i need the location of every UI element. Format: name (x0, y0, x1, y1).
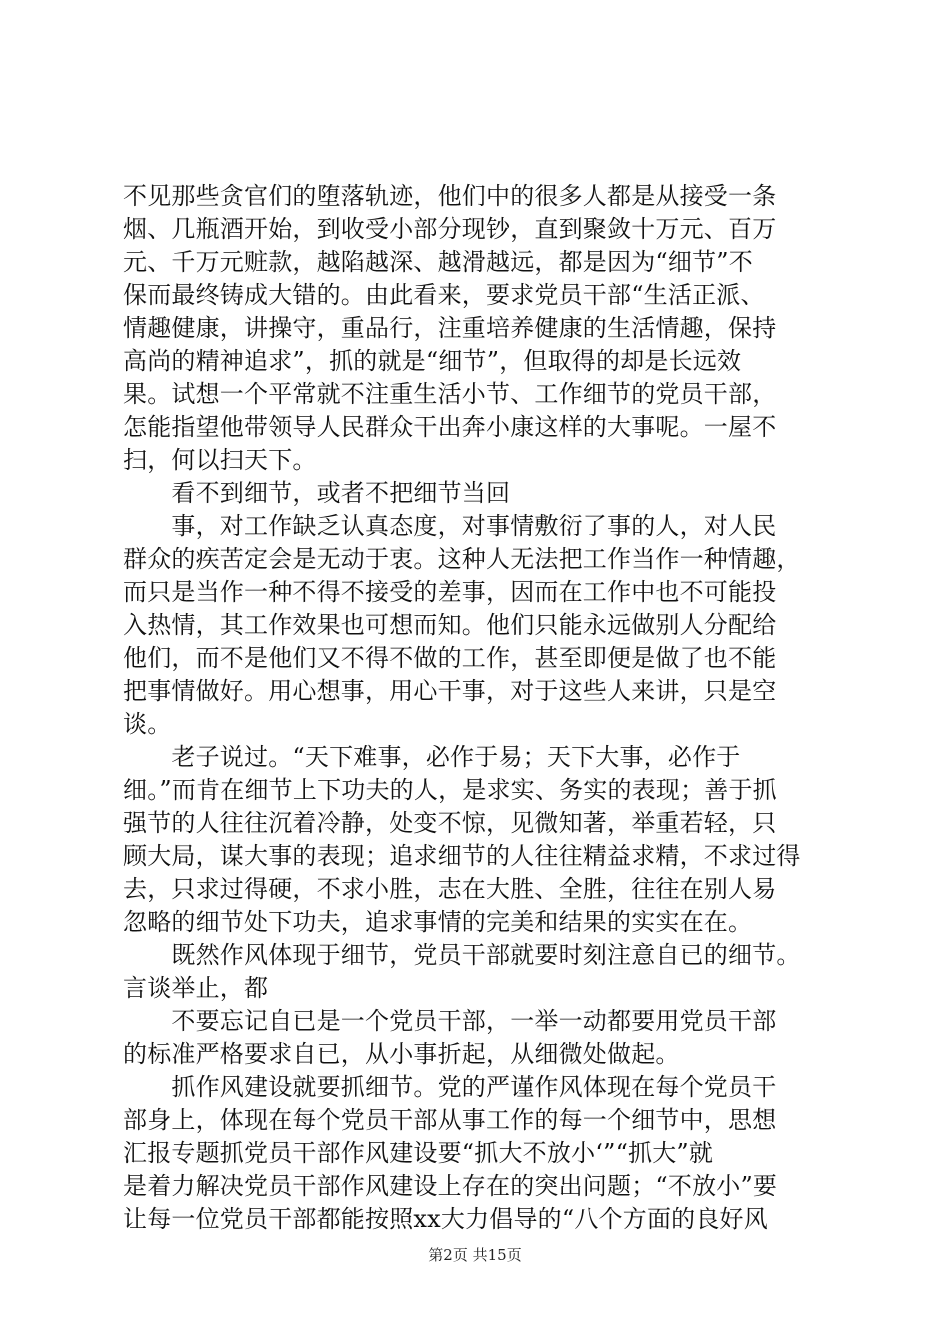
text-line: 而只是当作一种不得不接受的差事，因而在工作中也不可能投 (123, 578, 777, 606)
text-line: 看不到细节，或者不把细节当回 (123, 479, 511, 507)
text-line: 他们，而不是他们又不得不做的工作，甚至即便是做了也不能 (123, 644, 777, 672)
text-line: 细。”而肯在细节上下功夫的人，是求实、务实的表现；善于抓 (123, 776, 777, 804)
text-line: 谈。 (123, 710, 172, 738)
text-line: 不见那些贪官们的堕落轨迹，他们中的很多人都是从接受一条 (123, 182, 777, 210)
text-line: 高尚的精神追求”，抓的就是“细节”，但取得的却是长远效 (123, 347, 742, 375)
text-line: 既然作风体现于细节，党员干部就要时刻注意自已的细节。 (123, 941, 801, 969)
text-line: 汇报专题抓党员干部作风建设要“抓大不放小‘”“抓大”就 (123, 1139, 714, 1167)
text-line: 事，对工作缺乏认真态度，对事情敷衍了事的人，对人民 (123, 512, 777, 540)
page-footer: 第2页 共15页 (428, 1246, 522, 1264)
text-line: 让每一位党员干部都能按照xx大力倡导的“八个方面的良好风 (123, 1205, 768, 1233)
text-line: 强节的人往往沉着冷静，处变不惊，见微知著，举重若轻，只 (123, 809, 777, 837)
text-line: 保而最终铸成大错的。由此看来，要求党员干部“生活正派、 (123, 281, 765, 309)
text-line: 怎能指望他带领导人民群众干出奔小康这样的大事呢。一屋不 (123, 413, 777, 441)
text-line: 元、千万元赃款，越陷越深、越滑越远，都是因为“细节”不 (123, 248, 753, 276)
text-line: 言谈举止，都 (123, 974, 269, 1002)
text-line: 扫，何以扫天下。 (123, 446, 317, 474)
text-line: 烟、几瓶酒开始，到收受小部分现钞，直到聚敛十万元、百万 (123, 215, 777, 243)
text-line: 果。试想一个平常就不注重生活小节、工作细节的党员干部， (123, 380, 777, 408)
text-line: 入热情，其工作效果也可想而知。他们只能永远做别人分配给 (123, 611, 777, 639)
text-line: 的标准严格要求自已，从小事折起，从细微处做起。 (123, 1040, 680, 1068)
text-line: 抓作风建设就要抓细节。党的严谨作风体现在每个党员干 (123, 1073, 777, 1101)
text-line: 去，只求过得硬，不求小胜，志在大胜、全胜，往往在别人易 (123, 875, 777, 903)
text-line: 老子说过。“天下难事，必作于易；天下大事，必作于 (123, 743, 741, 771)
text-line: 把事情做好。用心想事，用心干事，对于这些人来讲，只是空 (123, 677, 777, 705)
text-line: 是着力解决党员干部作风建设上存在的突出问题；“不放小”要 (123, 1172, 778, 1200)
text-line: 顾大局，谋大事的表现；追求细节的人往往精益求精，不求过得 (123, 842, 801, 870)
text-line: 不要忘记自已是一个党员干部，一举一动都要用党员干部 (123, 1007, 777, 1035)
text-line: 情趣健康，讲操守，重品行，注重培养健康的生活情趣，保持 (123, 314, 777, 342)
text-line: 部身上，体现在每个党员干部从事工作的每一个细节中，思想 (123, 1106, 777, 1134)
text-line: 忽略的细节处下功夫，追求事情的完美和结果的实实在在。 (123, 908, 753, 936)
text-line: 群众的疾苦定会是无动于衷。这种人无法把工作当作一种情趣， (123, 545, 801, 573)
